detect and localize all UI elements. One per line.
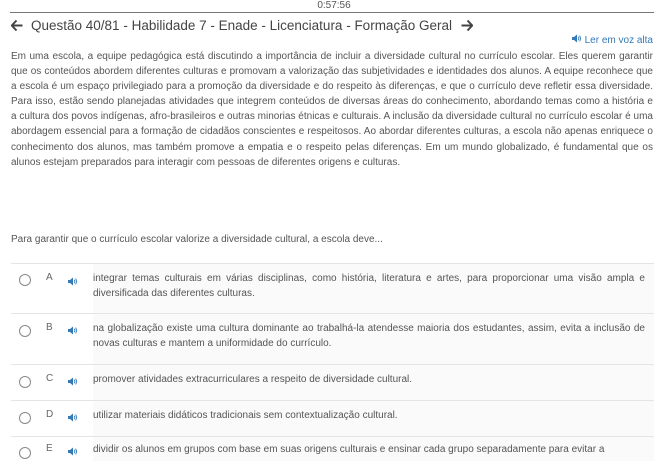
option-e[interactable]	[11, 436, 654, 461]
answer-options	[11, 263, 654, 461]
arrow-left-icon[interactable]	[10, 18, 24, 32]
timer: 0:57:56	[317, 0, 351, 11]
option-e-text[interactable]: dividir os alunos em grupos com base em suas origens culturais e ensinar cada grupo separadamente para evitar a	[93, 437, 654, 461]
option-b[interactable]	[11, 313, 654, 364]
volume-icon[interactable]	[68, 409, 78, 427]
question-header	[10, 16, 654, 34]
option-b-radio[interactable]	[19, 325, 31, 337]
option-a-letter: A	[46, 272, 53, 283]
volume-icon[interactable]	[68, 443, 78, 461]
timer-divider	[10, 12, 654, 13]
option-d-radio[interactable]	[19, 412, 31, 424]
volume-icon[interactable]	[68, 322, 78, 340]
page-title: Questão 40/81 - Habilidade 7 - Enade - Licenciatura - Formação Geral	[31, 17, 452, 33]
option-a-text[interactable]: integrar temas culturais em várias disciplinas, como história, literatura e artes, para proporcionar uma visão ampla e diversificada das diferentes culturas.	[93, 264, 654, 313]
option-c[interactable]	[11, 364, 654, 400]
option-e-radio[interactable]	[19, 447, 31, 459]
read-aloud-button[interactable]	[572, 34, 653, 46]
read-aloud-label: Ler em voz alta	[584, 34, 653, 46]
volume-icon[interactable]	[68, 373, 78, 391]
question-prompt: Para garantir que o currículo escolar valorize a diversidade cultural, a escola deve...	[11, 234, 383, 245]
question-passage: Em uma escola, a equipe pedagógica está discutindo a importância de incluir a diversidade cultural no currículo escolar. Eles querem garantir que os conteúdos abordem diferentes culturas e promovam a valorização das subjetividades e identidades dos alunos. A equipe reconhece que a escola é um espaço privilegiado para a promoção da diversidade e do respeito às diferenças, e que o currículo deve refletir essa diversidade. Para isso, estão sendo planejadas atividades que integrem conteúdos de diversas áreas do conhecimento, abordando temas como a história e a cultura dos povos indígenas, afro-brasileiros e outras minorias étnicas e culturais. A inclusão da diversidade cultural no currículo escolar é uma abordagem essencial para a formação de cidadãos conscientes e respeitosos. Ao abordar diferentes culturas, a escola não apenas enriquece o conhecimento dos alunos, mas também promove a empatia e o respeito pelas diferenças. Em um mundo globalizado, é fundamental que os alunos estejam preparados para interagir com pessoas de diferentes origens e culturas.	[11, 51, 653, 168]
option-d-text[interactable]: utilizar materiais didáticos tradicionais sem contextualização cultural.	[93, 401, 654, 436]
option-c-radio[interactable]	[19, 376, 31, 388]
option-c-letter: C	[46, 373, 54, 384]
option-a[interactable]	[11, 263, 654, 313]
option-d-letter: D	[46, 409, 54, 420]
option-b-letter: B	[46, 322, 53, 333]
option-e-letter: E	[46, 443, 53, 454]
option-c-text[interactable]: promover atividades extracurriculares a respeito de diversidade cultural.	[93, 365, 654, 400]
arrow-right-icon[interactable]	[460, 18, 474, 32]
option-a-radio[interactable]	[19, 274, 31, 286]
volume-icon	[572, 34, 582, 46]
option-d[interactable]	[11, 400, 654, 436]
option-b-text[interactable]: na globalização existe uma cultura dominante ao trabalhá-la atendesse maioria dos estudantes, assim, evita a inclusão de novas culturas e mantem a uniformidade do currículo.	[93, 314, 654, 364]
volume-icon[interactable]	[68, 273, 78, 291]
